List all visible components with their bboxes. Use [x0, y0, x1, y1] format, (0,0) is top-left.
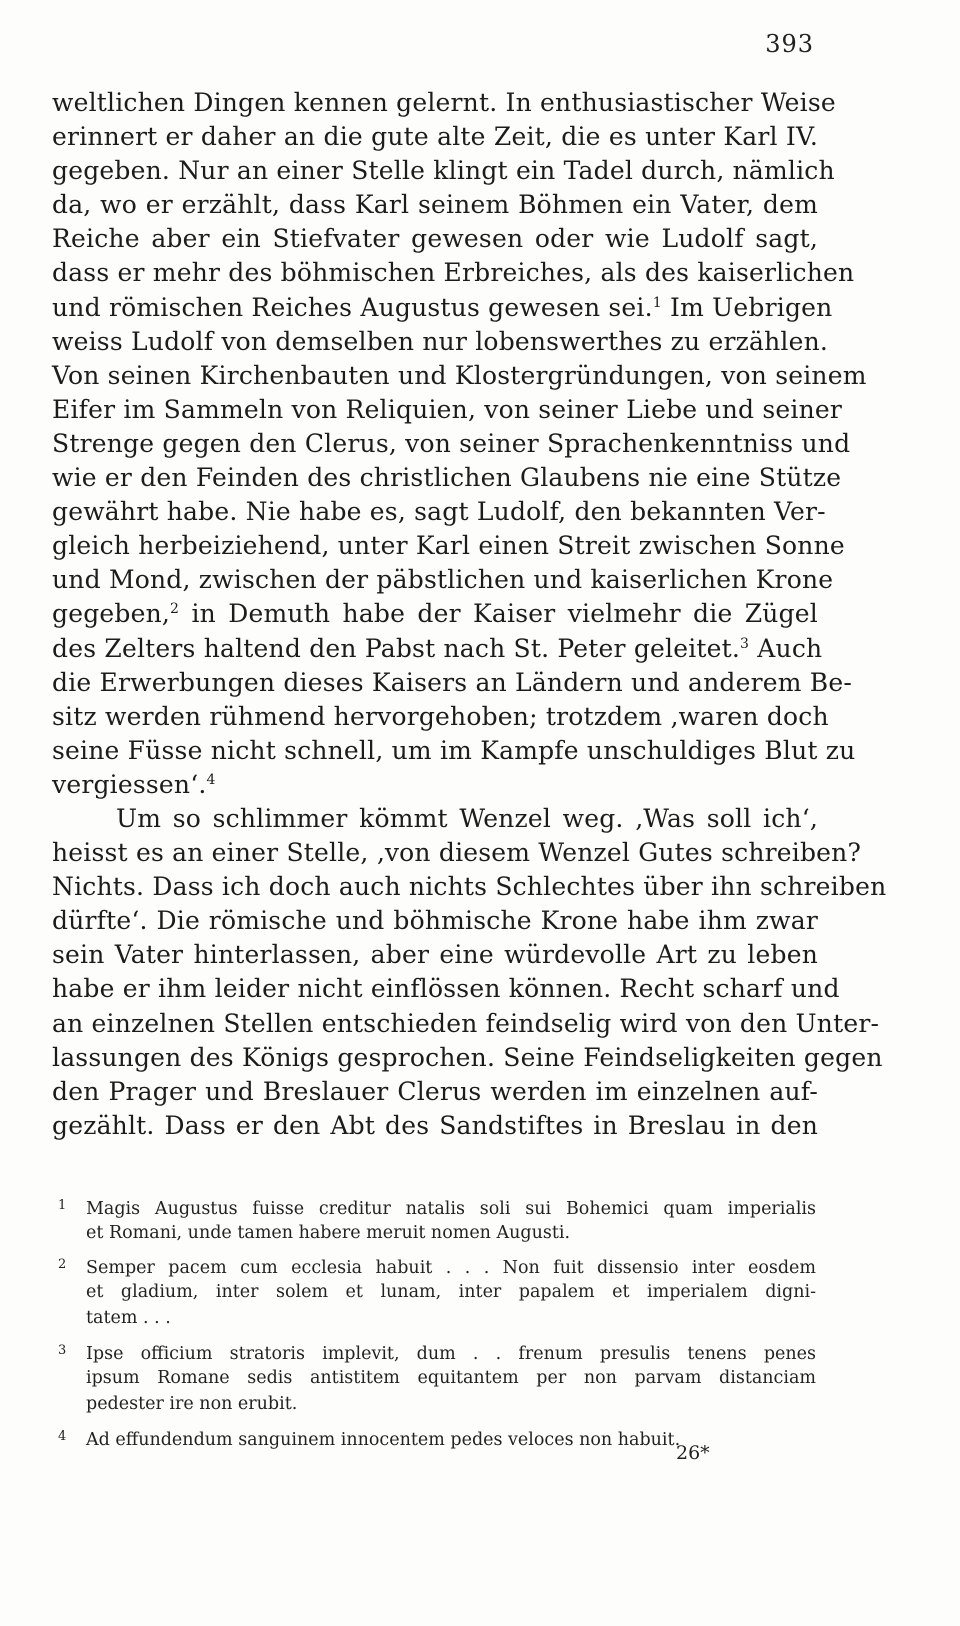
- body-line-text: lassungen des Königs gesprochen. Seine Feindseligkeiten gegen: [52, 1042, 883, 1072]
- body-line-text: den Prager und Breslauer Clerus werden im einzelnen auf-: [52, 1076, 818, 1106]
- footnote-reference: 3: [740, 635, 750, 652]
- footnote: [58, 1193, 816, 1246]
- body-line: [52, 325, 829, 359]
- footnote-text: Magis Augustus fuisse creditur natalis soli sui Bohemici quam imperialis: [86, 1199, 816, 1219]
- body-line-text: gewährt habe. Nie habe es, sagt Ludolf, den bekannten Ver-: [52, 497, 826, 527]
- body-line: [52, 222, 818, 256]
- footnote-text: Ipse officium stratoris implevit, dum . . frenum presulis tenens penes: [86, 1343, 816, 1364]
- body-line: [52, 938, 818, 972]
- page-number: 393: [765, 30, 814, 58]
- body-line: [52, 359, 867, 393]
- body-line: [52, 666, 852, 700]
- body-line: [52, 700, 829, 734]
- body-line: [52, 972, 840, 1006]
- footnote-line: [58, 1391, 816, 1418]
- body-line: [52, 1007, 880, 1041]
- footnote-reference: 4: [206, 771, 216, 788]
- body-line: [52, 870, 887, 904]
- body-line-text: dass er mehr des böhmischen Erbreiches, als des kaiserlichen: [52, 258, 855, 288]
- footnote-text: et Romani, unde tamen habere meruit nomen Augusti.: [86, 1222, 571, 1243]
- body-line-text: und Mond, zwischen der päbstlichen und kaiserlichen Krone: [52, 565, 834, 595]
- body-line: [52, 632, 823, 666]
- body-line: [52, 291, 833, 325]
- body-line: [52, 768, 818, 802]
- footnote: [58, 1338, 816, 1418]
- body-line-text: vergiessen‘.: [52, 769, 207, 799]
- body-line-text: gegeben,: [52, 599, 171, 629]
- footnote-marker: 3: [58, 1342, 67, 1358]
- body-line: [52, 563, 834, 597]
- footnote-text: et gladium, inter solem et lunam, inter papalem et imperialem digni-: [86, 1281, 816, 1302]
- body-line: [52, 529, 845, 563]
- body-line-text-after: Im Uebrigen: [661, 292, 833, 322]
- body-line: [52, 1109, 818, 1143]
- body-line-text: sitz werden rühmend hervorgehoben; trotzdem ‚waren doch: [52, 701, 829, 731]
- body-line-text: Um so schlimmer kömmt Wenzel weg. ‚Was soll ich‘,: [116, 803, 818, 833]
- body-line-text: und römischen Reiches Augustus gewesen sei.: [52, 292, 653, 322]
- body-line-text: an einzelnen Stellen entschieden feindselig wird von den Unter-: [52, 1008, 880, 1038]
- body-line: [52, 597, 818, 631]
- footnote-reference: 1: [652, 294, 662, 311]
- footnote-line: [58, 1279, 816, 1306]
- body-line: [52, 256, 855, 290]
- body-line-text: seine Füsse nicht schnell, um im Kampfe unschuldiges Blut zu: [52, 735, 856, 765]
- printer-signature-mark: 26*: [676, 1442, 710, 1464]
- body-line-text: Strenge gegen den Clerus, von seiner Sprachenkenntniss und: [52, 428, 851, 458]
- footnote-text: Ad effundendum sanguinem innocentem pedes veloces non habuit.: [86, 1429, 681, 1450]
- body-line-text: gezählt. Dass er den Abt des Sandstiftes in Breslau in den: [52, 1110, 818, 1140]
- body-line-text-after: in Demuth habe der Kaiser vielmehr die Zügel: [179, 599, 818, 629]
- body-line-text: erinnert er daher an die gute alte Zeit, die es unter Karl IV.: [52, 122, 818, 152]
- body-line-text: die Erwerbungen dieses Kaisers an Ländern und anderem Be-: [52, 667, 852, 697]
- body-line: [52, 461, 842, 495]
- footnote-marker: 2: [58, 1257, 67, 1273]
- body-line: [52, 836, 862, 870]
- footnote-line: [58, 1365, 816, 1392]
- footnote-text: Semper pacem cum ecclesia habuit . . . Non fuit dissensio inter eosdem: [86, 1258, 816, 1279]
- footnote-marker: 1: [58, 1198, 67, 1213]
- body-line: [52, 120, 818, 154]
- body-line: [52, 1041, 883, 1075]
- body-line: [52, 734, 856, 768]
- body-line-text: habe er ihm leider nicht einflössen können. Recht scharf und: [52, 974, 840, 1004]
- body-line-text: Nichts. Dass ich doch auch nichts Schlechtes über ihn schreiben: [52, 872, 887, 902]
- footnote-line: [58, 1305, 816, 1332]
- body-line: [52, 904, 818, 938]
- body-line-text: gegeben. Nur an einer Stelle klingt ein Tadel durch, nämlich: [52, 156, 835, 186]
- footnotes: [58, 1193, 816, 1450]
- body-line: [52, 427, 851, 461]
- footnote-line: [58, 1220, 816, 1247]
- body-line: [52, 188, 818, 222]
- body-line-text: weltlichen Dingen kennen gelernt. In enthusiastischer Weise: [52, 88, 836, 117]
- body-line-text: Reiche aber ein Stiefvater gewesen oder wie Ludolf sagt,: [52, 224, 818, 254]
- body-line: [52, 393, 843, 427]
- footnote-marker: 4: [58, 1428, 67, 1444]
- footnote-line: [58, 1193, 816, 1220]
- body-line-text: des Zelters haltend den Pabst nach St. Peter geleitet.: [52, 633, 741, 663]
- body-line: [52, 154, 835, 188]
- body-line-text: weiss Ludolf von demselben nur lobenswerthes zu erzählen.: [52, 326, 829, 356]
- footnote-text: tatem . . .: [86, 1308, 171, 1329]
- body-line-text: gleich herbeiziehend, unter Karl einen Streit zwischen Sonne: [52, 531, 845, 561]
- footnote-line: [58, 1252, 816, 1279]
- body-line-text: dürfte‘. Die römische und böhmische Krone habe ihm zwar: [52, 906, 818, 936]
- body-line-text: wie er den Feinden des christlichen Glaubens nie eine Stütze: [52, 463, 842, 493]
- footnote-reference: 2: [170, 601, 180, 618]
- body-line-text-after: Auch: [749, 633, 823, 663]
- body-text: [52, 86, 887, 1143]
- body-line-text: Eifer im Sammeln von Reliquien, von seiner Liebe und seiner: [52, 394, 843, 424]
- body-line-text: sein Vater hinterlassen, aber eine würdevolle Art zu leben: [52, 940, 818, 970]
- body-line-text: da, wo er erzählt, dass Karl seinem Böhmen ein Vater, dem: [52, 190, 818, 220]
- footnote: [58, 1252, 816, 1332]
- body-line: [52, 802, 818, 836]
- body-line: [52, 495, 826, 529]
- body-line: [52, 1075, 818, 1109]
- footnote-text: ipsum Romane sedis antistitem equitantem per non parvam distanciam: [86, 1367, 816, 1388]
- footnote-text: pedester ire non erubit.: [86, 1394, 298, 1415]
- body-line-text: heisst es an einer Stelle, ‚von diesem Wenzel Gutes schreiben?: [52, 838, 862, 868]
- footnote-line: [58, 1338, 816, 1365]
- body-line-text: Von seinen Kirchenbauten und Klostergründungen, von seinem: [52, 360, 867, 390]
- body-line: [52, 86, 836, 120]
